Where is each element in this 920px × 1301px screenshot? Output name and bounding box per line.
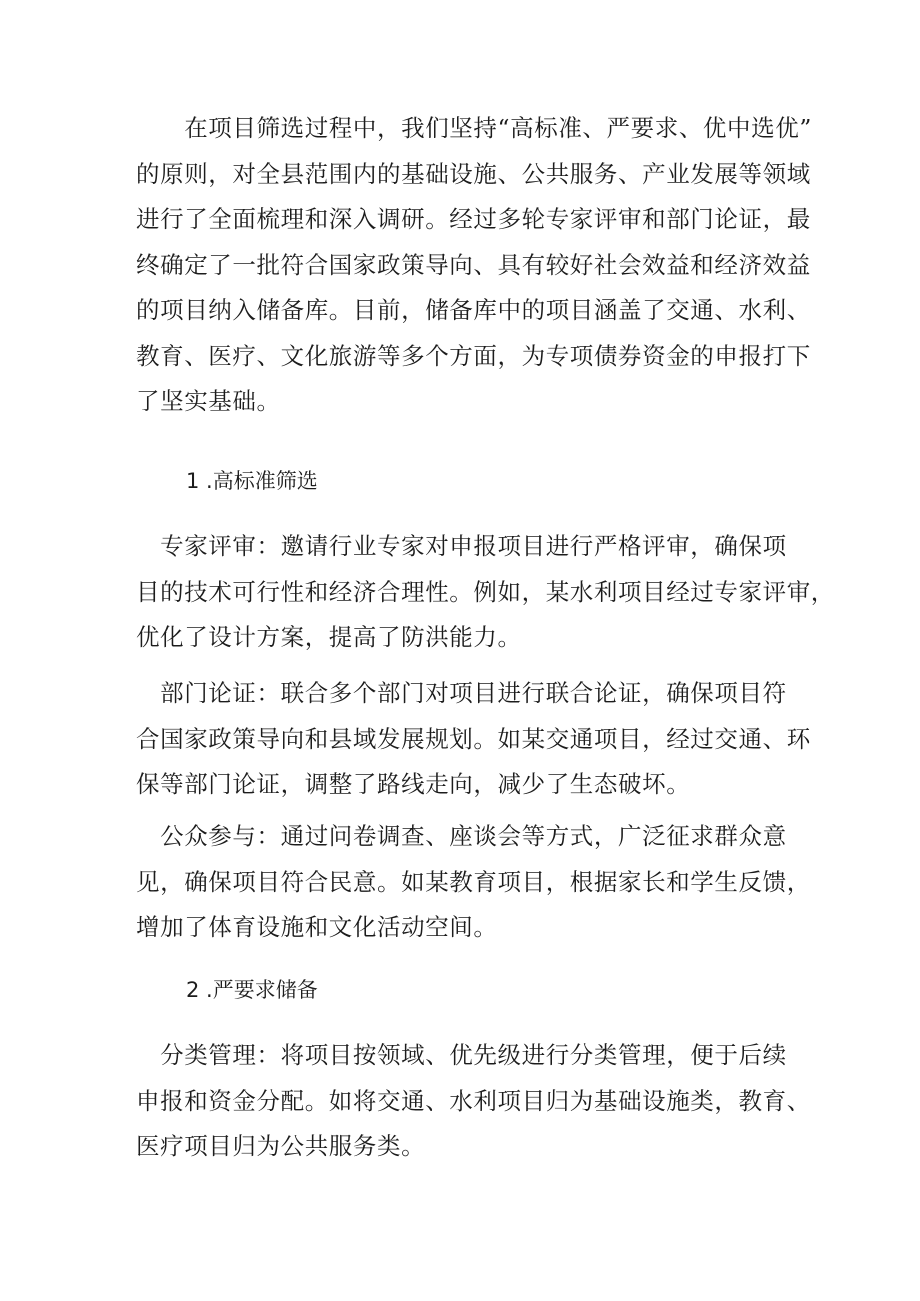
section-heading-1: 1 .高标准筛选	[186, 469, 318, 493]
text-line: 的原则，对全县范围内的基础设施、公共服务、产业发展等领域	[136, 159, 811, 188]
text-line: 在项目筛选过程中，我们坚持“高标准、严要求、优中选优”	[136, 114, 812, 142]
section-heading-2: 2 .严要求储备	[186, 978, 318, 1002]
text-line: 增加了体育设施和文化活动空间。	[136, 913, 498, 941]
text-line: 部门论证：联合多个部门对项目进行联合论证，确保项目符	[136, 679, 787, 707]
text-line: 见，确保项目符合民意。如某教育项目，根据家长和学生反馈，	[136, 867, 811, 896]
text-line: 专家评审：邀请行业专家对申报项目进行严格评审，确保项	[136, 532, 787, 560]
text-line: 优化了设计方案，提高了防洪能力。	[136, 623, 522, 651]
text-line: 分类管理：将项目按领域、优先级进行分类管理，便于后续	[136, 1041, 787, 1069]
text-line: 医疗项目归为公共服务类。	[136, 1132, 426, 1160]
expert-review-paragraph	[136, 524, 835, 661]
text-line: 教育、医疗、文化旅游等多个方面，为专项债券资金的申报打下	[136, 341, 811, 370]
text-line: 进行了全面梳理和深入调研。经过多轮专家评审和部门论证，最	[136, 205, 811, 233]
text-line: 的项目纳入储备库。目前，储备库中的项目涵盖了交通、水利、	[136, 296, 811, 324]
text-line: 目的技术可行性和经济合理性。例如，某水利项目经过专家评审，	[136, 577, 835, 606]
text-line: 了坚实基础。	[136, 387, 281, 415]
text-line: 合国家政策导向和县域发展规划。如某交通项目，经过交通、环	[136, 724, 811, 753]
intro-paragraph	[136, 106, 812, 425]
text-line: 公众参与：通过问卷调查、座谈会等方式，广泛征求群众意	[136, 822, 787, 850]
public-participation-paragraph	[136, 814, 811, 951]
text-line: 申报和资金分配。如将交通、水利项目归为基础设施类，教育、	[136, 1086, 811, 1115]
classification-paragraph	[136, 1033, 811, 1170]
department-review-paragraph	[136, 671, 811, 808]
text-line: 终确定了一批符合国家政策导向、具有较好社会效益和经济效益	[136, 250, 811, 279]
text-line: 保等部门论证，调整了路线走向，减少了生态破坏。	[136, 770, 691, 798]
